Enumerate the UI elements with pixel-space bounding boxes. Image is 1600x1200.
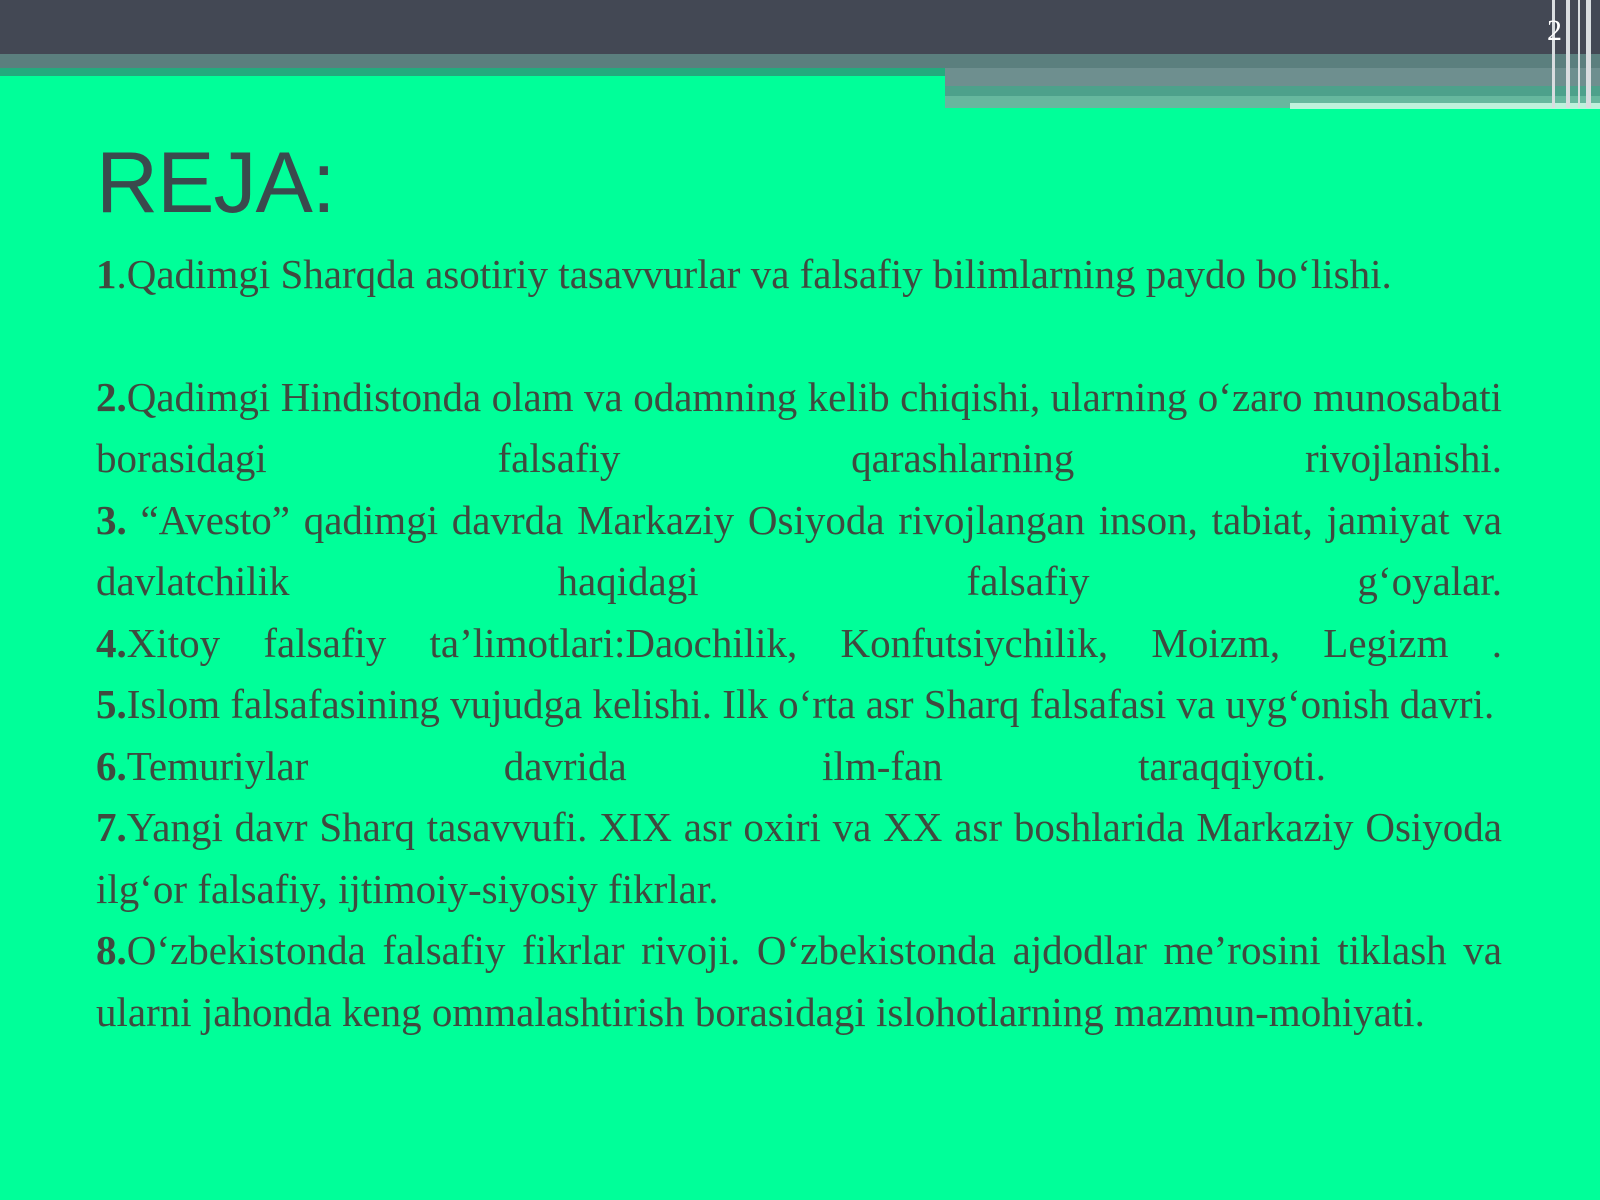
plan-item-2 xyxy=(96,367,1502,490)
plan-item-4 xyxy=(96,613,1502,675)
plan-item-7 xyxy=(96,797,1502,920)
item-text: “Avesto” qadimgi davrda Markaziy Osiyoda rivojlangan inson, tabiat, jamiyat va davlatchilik haqidagi falsafiy g‘oyalar. xyxy=(96,496,1502,604)
item-text: Islom falsafasining vujudga kelishi. Ilk o‘rta asr Sharq falsafasi va uyg‘onish davri. xyxy=(126,681,1495,727)
header-bar xyxy=(0,0,1600,54)
decor-stripe xyxy=(1566,0,1570,108)
item-text: Xitoy falsafiy ta’limotlari:Daochilik, Konfutsiychilik, Moizm, Legizm . xyxy=(126,619,1502,666)
item-number: 7. xyxy=(96,804,127,850)
item-text: Qadimgi Hindistonda olam va odamning kelib chiqishi, ularning o‘zaro munosabati borasidagi falsafiy qarashlarning rivojlanishi. xyxy=(96,373,1502,481)
plan-item-8 xyxy=(96,920,1502,1043)
plan-item-6 xyxy=(96,736,1326,798)
paragraph-gap xyxy=(96,306,1502,367)
header-band-right xyxy=(945,68,1600,86)
header-band xyxy=(0,54,1600,68)
plan-list xyxy=(96,244,1502,1043)
plan-item-5 xyxy=(96,674,1502,736)
item-number: 6. xyxy=(96,742,127,789)
item-text: Yangi davr Sharq tasavvufi. XIX asr oxiri va XX asr boshlarida Markaziy Osiyoda ilg‘or falsafiy, ijtimoiy-siyosiy fikrlar. xyxy=(96,804,1502,912)
plan-item-1 xyxy=(96,244,1502,306)
item-text: .Qadimgi Sharqda asotiriy tasavvurlar va falsafiy bilimlarning paydo bo‘lishi. xyxy=(116,251,1392,297)
page-number: 2 xyxy=(1547,14,1562,47)
item-text: Temuriylar davrida ilm-fan taraqqiyoti. xyxy=(126,742,1326,789)
item-number: 4. xyxy=(96,619,127,666)
item-number: 1 xyxy=(96,251,117,297)
header-band-shadow xyxy=(0,68,945,76)
slide-title: REJA: xyxy=(96,135,335,231)
header-band-right-lower xyxy=(945,86,1600,96)
plan-item-3 xyxy=(96,490,1502,613)
item-text: O‘zbekistonda falsafiy fikrlar rivoji. O‘zbekistonda ajdodlar me’rosini tiklash va ularni jahonda keng ommalashtirish borasidagi islohotlarning mazmun-mohiyati. xyxy=(96,927,1502,1035)
item-number: 2. xyxy=(96,373,127,420)
decor-stripe xyxy=(1586,0,1591,108)
decor-stripe xyxy=(1578,0,1580,108)
item-number: 3. xyxy=(96,496,127,543)
item-number: 5. xyxy=(96,681,127,727)
item-number: 8. xyxy=(96,927,127,973)
